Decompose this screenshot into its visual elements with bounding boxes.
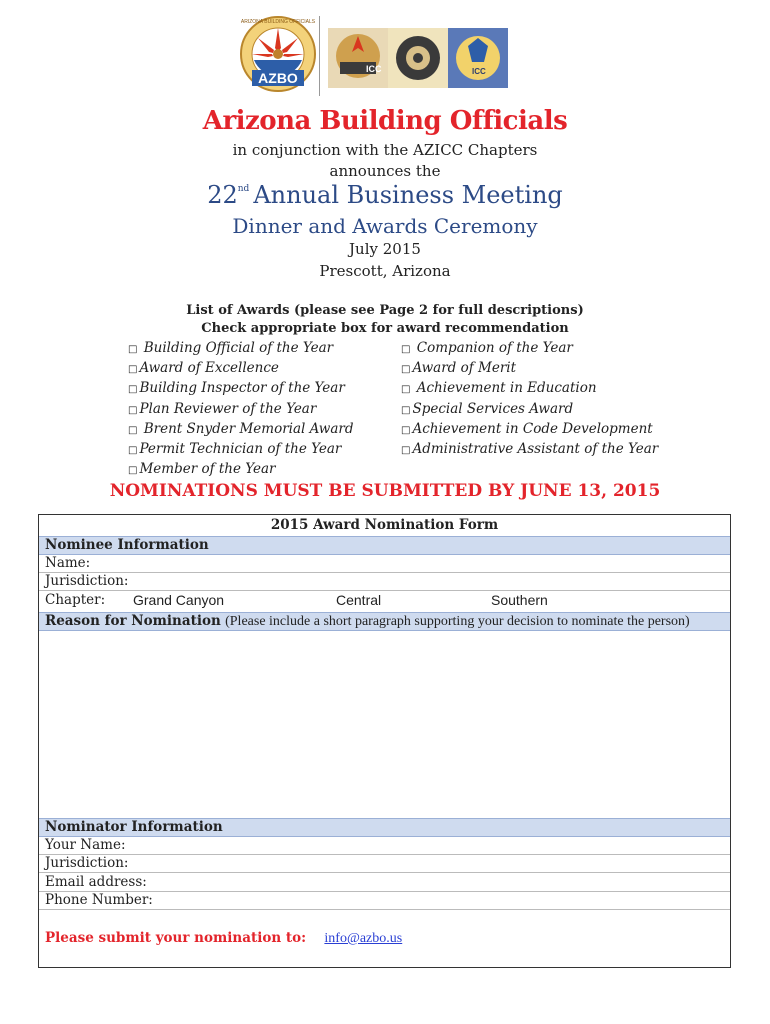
svg-text:ICC: ICC [366, 64, 382, 74]
your-name-label: Your Name: [45, 837, 126, 853]
checkbox-icon[interactable]: □ [128, 465, 138, 477]
checkbox-icon[interactable]: □ [401, 344, 411, 355]
event-date: July 2015 [349, 240, 421, 258]
award-checkbox-item[interactable] [401, 339, 701, 359]
chapter-option-central[interactable]: Central [336, 592, 382, 608]
award-label: Companion of the Year [412, 340, 573, 356]
checkbox-icon[interactable]: □ [401, 445, 411, 457]
reason-header-label: Reason for Nomination [45, 613, 221, 629]
checkbox-icon[interactable]: □ [128, 404, 138, 416]
award-label: Building Inspector of the Year [139, 380, 345, 397]
page-title: Arizona Building Officials [202, 106, 568, 136]
submit-email-link[interactable]: info@azbo.us [324, 931, 403, 946]
award-checkbox-item[interactable] [128, 440, 388, 460]
phone-field[interactable] [39, 892, 730, 910]
meeting-title [0, 181, 770, 209]
award-checkbox-item[interactable] [401, 379, 701, 399]
your-name-field[interactable] [39, 837, 730, 855]
nomination-form [38, 514, 731, 968]
azbo-logo [238, 14, 318, 96]
deadline-notice: NOMINATIONS MUST BE SUBMITTED BY JUNE 13, 2015 [109, 481, 661, 501]
award-label: Award of Excellence [139, 360, 279, 377]
checkbox-icon[interactable]: □ [128, 364, 138, 376]
award-label: Award of Merit [412, 360, 517, 377]
award-label: Achievement in Education [412, 380, 597, 397]
logo-divider [319, 16, 320, 96]
nominator-jurisdiction-label: Jurisdiction: [45, 855, 129, 871]
award-checkbox-item[interactable] [401, 420, 701, 440]
award-checkbox-item[interactable] [128, 339, 388, 359]
dinner-title: Dinner and Awards Ceremony [232, 214, 538, 238]
meeting-number: 22 [207, 181, 238, 209]
awards-list-right [401, 339, 701, 460]
award-label: Special Services Award [412, 400, 574, 417]
award-label: Building Official of the Year [139, 340, 334, 356]
event-location: Prescott, Arizona [319, 262, 451, 280]
nominee-section-header: Nominee Information [39, 536, 730, 555]
form-title: 2015 Award Nomination Form [270, 517, 499, 533]
checkbox-icon[interactable]: □ [128, 445, 138, 457]
checkbox-icon[interactable]: □ [401, 404, 411, 416]
chapter-option-southern[interactable]: Southern [491, 592, 548, 608]
nominee-name-field[interactable] [39, 555, 730, 573]
subtitle-line-2: announces the [329, 162, 441, 180]
award-label: Member of the Year [139, 461, 276, 478]
award-checkbox-item[interactable] [401, 440, 701, 460]
subtitle-line-1: in conjunction with the AZICC Chapters [232, 141, 538, 159]
meeting-suffix: nd [237, 184, 250, 194]
name-label: Name: [45, 555, 91, 571]
award-checkbox-item[interactable] [128, 379, 388, 399]
submit-instruction: Please submit your nomination to: [45, 930, 307, 946]
nominator-jurisdiction-field[interactable] [39, 855, 730, 873]
checkbox-icon[interactable]: □ [401, 364, 411, 376]
award-checkbox-item[interactable] [128, 400, 388, 420]
chapter-option-grand-canyon[interactable]: Grand Canyon [133, 592, 225, 608]
phone-label: Phone Number: [45, 892, 153, 908]
award-label: Achievement in Code Development [412, 420, 653, 437]
nominator-section-header: Nominator Information [39, 818, 730, 837]
award-checkbox-item[interactable] [401, 359, 701, 379]
reason-textarea[interactable] [39, 632, 730, 818]
checkbox-icon[interactable]: □ [128, 384, 138, 396]
checkbox-icon[interactable]: □ [401, 384, 411, 396]
chapter-label: Chapter: [45, 592, 106, 608]
jurisdiction-label: Jurisdiction: [45, 573, 129, 589]
chapter-row [39, 592, 730, 609]
meeting-name: Annual Business Meeting [253, 181, 563, 209]
award-label: Administrative Assistant of the Year [412, 441, 659, 458]
reason-section-header [39, 612, 730, 631]
submit-row [39, 930, 730, 947]
award-label: Plan Reviewer of the Year [139, 400, 317, 417]
checkbox-icon[interactable]: □ [401, 424, 411, 436]
award-label: Brent Snyder Memorial Award [139, 420, 354, 437]
award-checkbox-item[interactable] [128, 420, 388, 440]
award-checkbox-item[interactable] [401, 400, 701, 420]
award-label: Permit Technician of the Year [139, 441, 342, 458]
awards-list-left [128, 339, 388, 480]
award-checkbox-item[interactable] [128, 359, 388, 379]
logo-strip [0, 14, 770, 96]
icc-chapter-logos [328, 28, 508, 88]
svg-text:ICC: ICC [472, 67, 486, 76]
awards-instruction: Check appropriate box for award recommendation [201, 321, 569, 336]
nominee-jurisdiction-field[interactable] [39, 573, 730, 591]
svg-text:AZBO: AZBO [258, 70, 298, 86]
svg-text:ARIZONA BUILDING OFFICIALS: ARIZONA BUILDING OFFICIALS [240, 19, 316, 25]
checkbox-icon[interactable]: □ [128, 424, 138, 436]
reason-instruction: (Please include a short paragraph supporting your decision to nominate the person) [225, 614, 690, 629]
awards-heading: List of Awards (please see Page 2 for full descriptions) [186, 303, 584, 318]
award-checkbox-item[interactable] [128, 460, 388, 480]
checkbox-icon[interactable]: □ [128, 344, 138, 355]
email-field[interactable] [39, 874, 730, 892]
email-label: Email address: [45, 874, 147, 890]
